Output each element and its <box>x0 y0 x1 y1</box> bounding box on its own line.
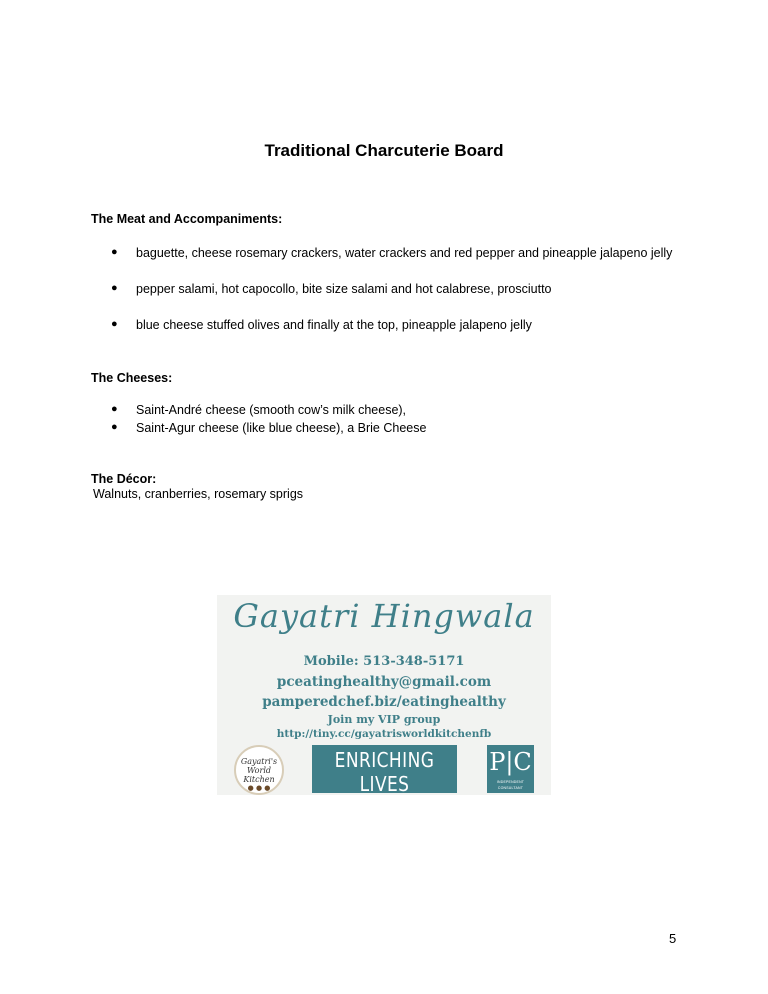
bullet-icon: ● <box>111 282 118 294</box>
pc-mark: P|C <box>489 748 532 776</box>
list-item <box>111 403 426 421</box>
list-item-text: blue cheese stuffed olives and finally at the top, pineapple jalapeno jelly <box>136 318 532 332</box>
document-title: Traditional Charcuterie Board <box>264 141 504 160</box>
list-item <box>111 421 426 439</box>
list-item <box>111 282 672 318</box>
list-item-text: Saint-Agur cheese (like blue cheese), a Brie Cheese <box>136 421 427 435</box>
card-name: Gayatri Hingwala <box>233 597 535 635</box>
pc-subtitle: INDEPENDENT CONSULTANT <box>496 780 525 790</box>
logo-line: World <box>247 766 271 775</box>
banner-title: ENRICHING LIVES <box>334 748 435 796</box>
list-item-text: pepper salami, hot capocollo, bite size salami and hot calabrese, prosciutto <box>136 282 552 296</box>
card-vip: Join my VIP group <box>327 713 441 726</box>
bullet-icon: ● <box>111 246 118 258</box>
decor-text: Walnuts, cranberries, rosemary sprigs <box>93 487 304 501</box>
list-item <box>111 246 672 282</box>
card-vip-url: http://tiny.cc/gayatrisworldkitchenfb <box>276 728 492 740</box>
card-mobile: Mobile: 513-348-5171 <box>303 654 465 669</box>
meat-heading: The Meat and Accompaniments: <box>91 212 283 226</box>
page-number: 5 <box>669 931 677 946</box>
banner-subtitle: one meal & one memory at a time <box>322 799 447 823</box>
logo-line: Gayatri's <box>240 757 278 766</box>
list-item <box>111 318 672 354</box>
logo-line: Kitchen <box>243 775 275 784</box>
bullet-icon: ● <box>111 403 118 415</box>
pampered-chef-logo-icon <box>487 745 534 793</box>
card-email: pceatinghealthy@gmail.com <box>276 674 492 690</box>
list-item-text: Saint-André cheese (smooth cow’s milk cheese), <box>136 403 407 417</box>
decor-heading: The Décor: <box>91 472 157 486</box>
list-item-text: baguette, cheese rosemary crackers, water crackers and red pepper and pineapple jalapeno jelly <box>136 246 673 260</box>
cheeses-heading: The Cheeses: <box>91 371 173 385</box>
world-kitchen-logo-icon <box>234 745 284 795</box>
bullet-icon: ● <box>111 318 118 330</box>
logo-decoration-icon: ● ● ● <box>247 784 271 792</box>
cheeses-list <box>111 403 426 439</box>
enriching-lives-banner <box>312 745 457 823</box>
meat-list <box>111 246 672 354</box>
business-card-image <box>217 595 551 823</box>
bullet-icon: ● <box>111 421 118 433</box>
card-website: pamperedchef.biz/eatinghealthy <box>262 694 506 710</box>
